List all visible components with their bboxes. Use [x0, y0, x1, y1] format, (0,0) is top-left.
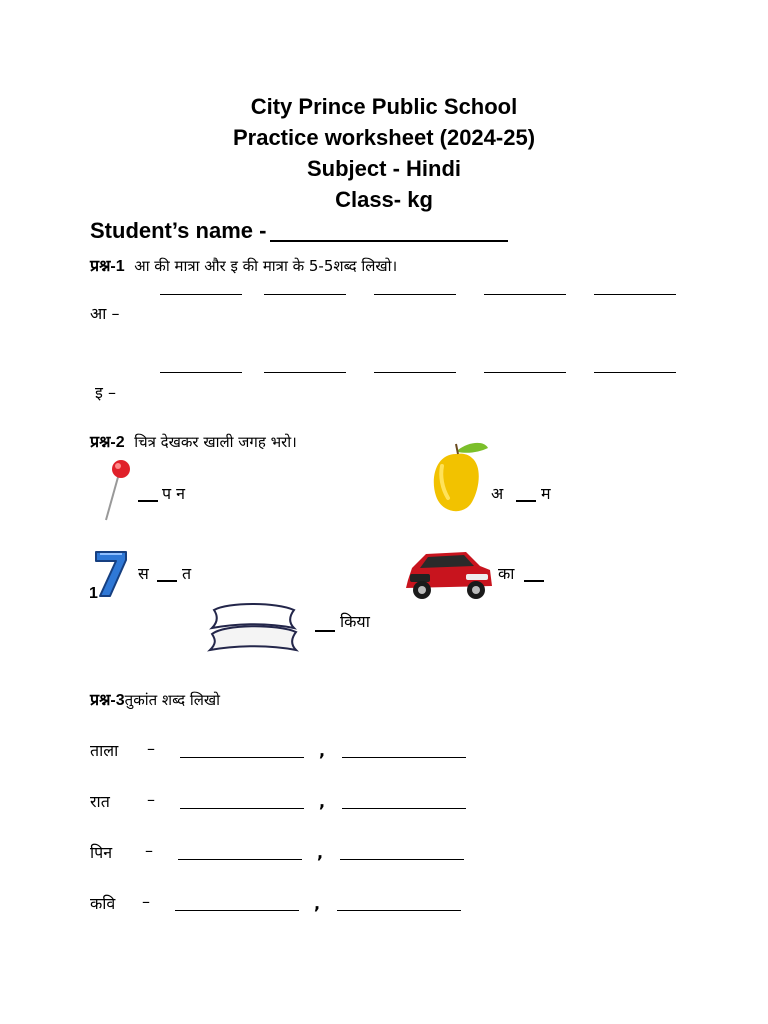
question-2-number: प्रश्न-2 — [90, 434, 125, 451]
rhyme-comma-4: , — [314, 894, 321, 913]
aa-label: आ – — [90, 304, 120, 323]
rhyme-blank-4b[interactable] — [337, 910, 461, 911]
rhyme-word-4: कवि — [90, 894, 116, 913]
car-icon — [402, 546, 496, 604]
rhyme-blank-1b[interactable] — [342, 757, 466, 758]
school-name: City Prince Public School — [250, 94, 518, 119]
student-name-row — [90, 218, 508, 244]
seven-letter-t: त — [182, 564, 192, 583]
rhyme-blank-3b[interactable] — [340, 859, 464, 860]
rhyme-dash-3: – — [145, 841, 153, 860]
rhyme-comma-2: , — [319, 792, 326, 811]
pin-icon — [100, 458, 134, 522]
i-blank-1[interactable] — [160, 372, 242, 373]
mango-letter-m: म — [541, 484, 551, 503]
aa-blank-5[interactable] — [594, 294, 676, 295]
i-blank-3[interactable] — [374, 372, 456, 373]
seven-blank[interactable] — [157, 580, 177, 582]
rhyme-comma-3: , — [317, 843, 324, 862]
question-3 — [90, 688, 220, 710]
rhyme-comma-1: , — [319, 741, 326, 760]
rhyme-word-2: रात — [90, 792, 110, 811]
car-blank[interactable] — [524, 580, 544, 582]
subject-title: Subject - Hindi — [307, 156, 461, 181]
mango-icon — [428, 436, 492, 518]
pillow-blank[interactable] — [315, 630, 335, 632]
question-1-number: प्रश्न-1 — [90, 258, 125, 275]
student-name-label: Student’s name - — [90, 218, 267, 243]
student-name-blank[interactable] — [270, 240, 508, 242]
mango-blank[interactable] — [516, 500, 536, 502]
car-word: का — [498, 564, 515, 583]
rhyme-blank-2b[interactable] — [342, 808, 466, 809]
pillow-word: किया — [340, 612, 370, 631]
question-2-text: चित्र देखकर खाली जगह भरो। — [134, 433, 297, 451]
i-label: इ – — [95, 383, 116, 402]
rhyme-blank-1a[interactable] — [180, 757, 304, 758]
rhyme-blank-2a[interactable] — [180, 808, 304, 809]
i-blank-2[interactable] — [264, 372, 346, 373]
mango-letter-a: अ — [491, 484, 504, 503]
seven-digit-text: 1 — [89, 585, 98, 602]
pin-blank[interactable] — [138, 500, 158, 502]
pin-word: प न — [162, 484, 186, 503]
rhyme-blank-3a[interactable] — [178, 859, 302, 860]
i-blank-4[interactable] — [484, 372, 566, 373]
question-3-text: तुकांत शब्द लिखो — [124, 691, 221, 709]
aa-blank-4[interactable] — [484, 294, 566, 295]
aa-blank-3[interactable] — [374, 294, 456, 295]
rhyme-dash-4: – — [142, 892, 150, 911]
aa-blank-1[interactable] — [160, 294, 242, 295]
rhyme-word-3: पिन — [90, 843, 113, 862]
rhyme-word-1: ताला — [90, 741, 119, 760]
worksheet-title: Practice worksheet (2024-25) — [232, 125, 536, 150]
aa-blank-2[interactable] — [264, 294, 346, 295]
question-3-number: प्रश्न-3 — [90, 692, 125, 709]
seven-letter-s: स — [138, 564, 149, 583]
rhyme-dash-1: – — [147, 739, 155, 758]
i-blank-5[interactable] — [594, 372, 676, 373]
question-2 — [90, 430, 297, 452]
question-1-text: आ की मात्रा और इ की मात्रा के 5-5शब्द लिखो। — [134, 257, 398, 275]
question-1 — [90, 254, 397, 276]
rhyme-dash-2: – — [147, 790, 155, 809]
rhyme-blank-4a[interactable] — [175, 910, 299, 911]
pillow-icon — [206, 600, 300, 652]
class-title: Class- kg — [335, 187, 433, 212]
